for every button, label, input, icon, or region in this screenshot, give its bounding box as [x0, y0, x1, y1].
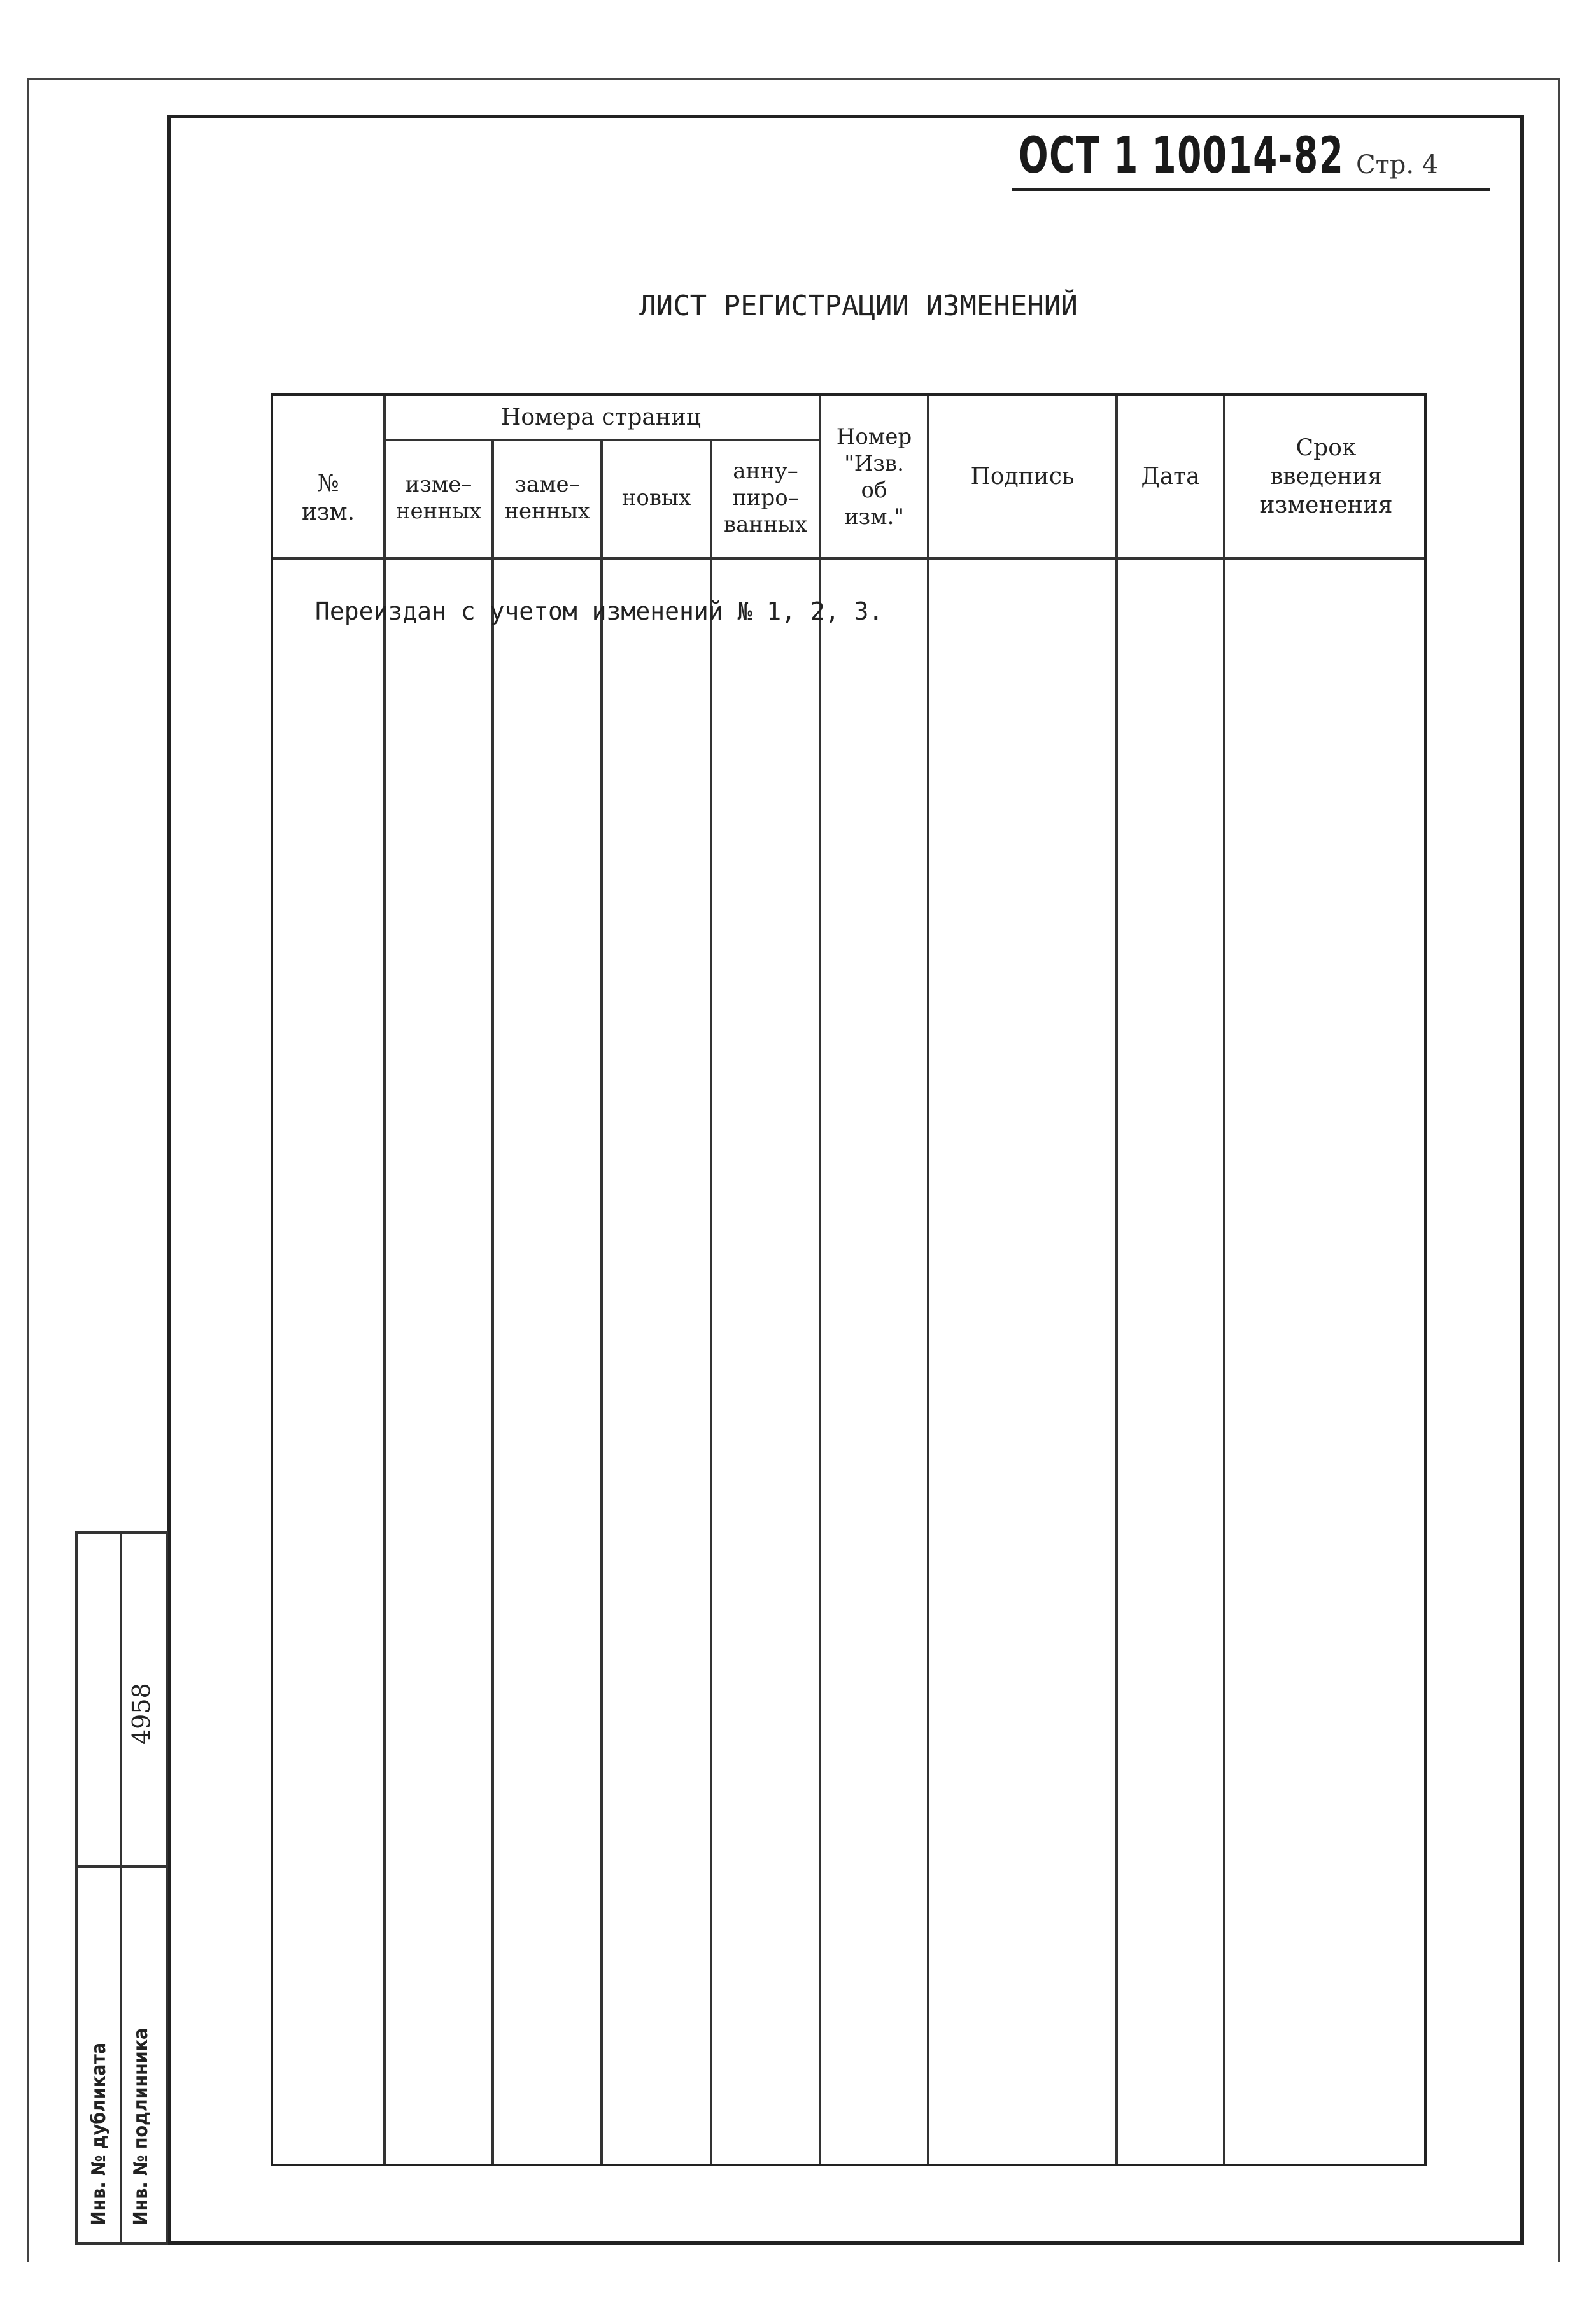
header-bottom-rule: [273, 557, 1424, 560]
original-inventory-number: 4958: [127, 1683, 155, 1745]
header-new: новых: [621, 485, 691, 511]
col-divider: [600, 439, 603, 2164]
header-page-numbers: Номера страниц: [500, 404, 702, 430]
header-replaced: заме– ненных: [504, 472, 590, 524]
sheet-title: ЛИСТ РЕГИСТРАЦИИ ИЗМЕНЕНИЙ: [639, 290, 1078, 322]
col-divider: [819, 396, 821, 2164]
change-registration-table: [271, 393, 1427, 2166]
reissue-note: Переиздан с учетом изменений № 1, 2, 3.: [315, 597, 884, 625]
header-effective-term: Срок введения изменения: [1259, 435, 1393, 518]
header-date: Дата: [1141, 464, 1200, 490]
header-changed: изме– ненных: [395, 472, 482, 524]
col-divider: [383, 396, 386, 2164]
header-notice-number: Номер "Изв. об изм.": [836, 423, 912, 530]
header-signature: Подпись: [970, 464, 1075, 490]
col-divider: [927, 396, 929, 2164]
header-underline: [1012, 188, 1490, 191]
col-divider: [1115, 396, 1118, 2164]
header-annulled: анну– пиро– ванных: [724, 458, 807, 537]
document-code: ОСТ 1 10014-82: [1019, 127, 1345, 185]
duplicate-inventory-label: Инв. № дубликата: [88, 2042, 110, 2225]
col-divider: [491, 439, 494, 2164]
col-divider: [710, 439, 712, 2164]
col-divider: [1223, 396, 1225, 2164]
original-inventory-label: Инв. № подлинника: [130, 2027, 152, 2225]
stamp-divider: [78, 1865, 166, 1868]
page-number: Стр. 4: [1356, 150, 1439, 180]
stamp-divider: [120, 1534, 122, 2242]
header-change-number: № изм.: [301, 471, 355, 525]
